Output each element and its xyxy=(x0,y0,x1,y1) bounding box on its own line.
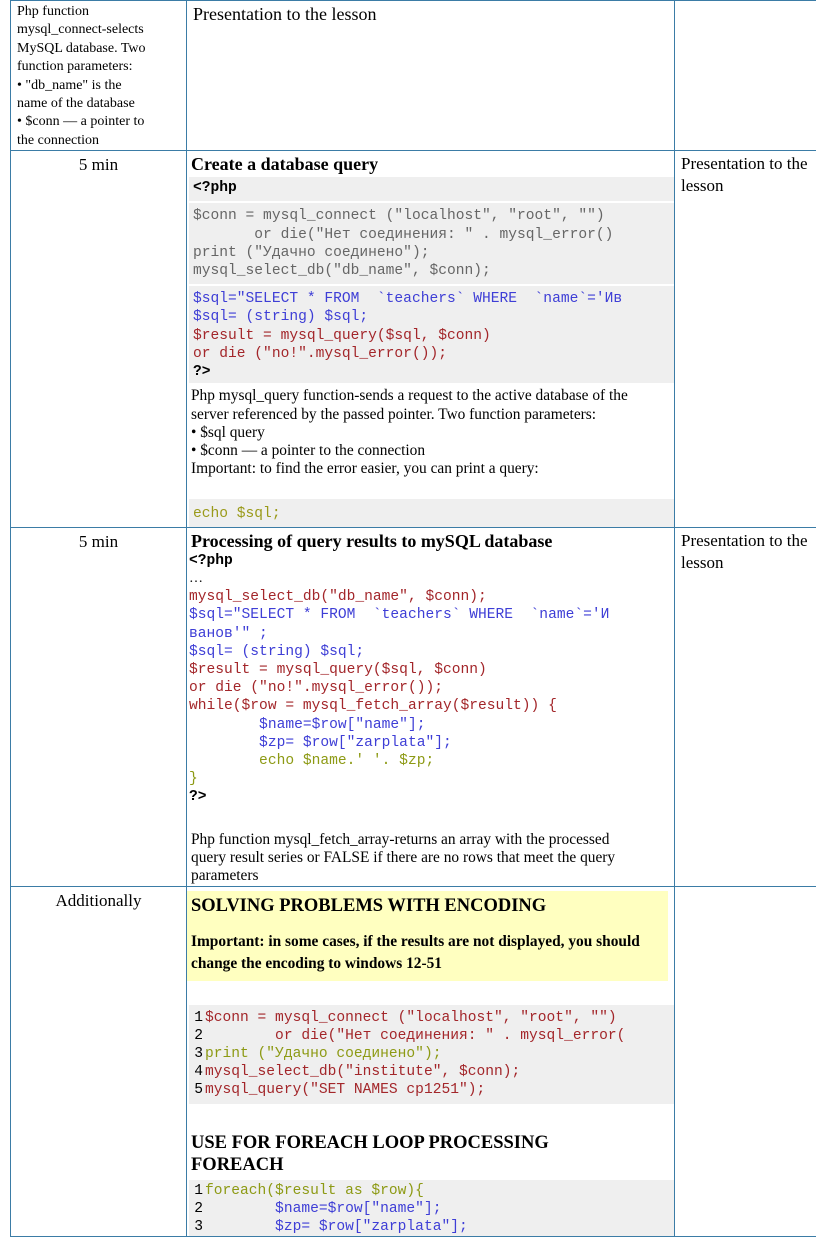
code-line xyxy=(189,1045,674,1063)
row0-description xyxy=(11,1,186,150)
line-number: 2 xyxy=(189,1200,203,1218)
lesson-table xyxy=(10,0,816,1237)
row3-empty-cell xyxy=(675,886,816,1237)
php-open-tag: <?php xyxy=(189,552,674,570)
text-line: function parameters: xyxy=(17,58,182,76)
encoding-title: SOLVING PROBLEMS WITH ENCODING xyxy=(187,895,668,917)
line-number: 5 xyxy=(189,1081,203,1099)
php-open-block xyxy=(189,177,674,201)
code-block-echo xyxy=(189,499,674,527)
encoding-note xyxy=(187,891,668,981)
text-line: • $conn — a pointer to the connection xyxy=(191,442,674,460)
foreach-title: USE FOR FOREACH LOOP PROCESSING FOREACH xyxy=(187,1130,674,1176)
code-line: $result = mysql_query($sql, $conn) xyxy=(193,327,674,345)
row2-presentation-cell xyxy=(675,527,816,886)
code-text: print ("Удачно соединено"); xyxy=(205,1046,441,1062)
code-line: ванов'" ; xyxy=(189,625,674,643)
presentation-link: Presentation to the lesson xyxy=(187,1,674,25)
code-line: $name=$row["name"]; xyxy=(189,716,674,734)
code-block-connect xyxy=(189,203,674,284)
line-number: 4 xyxy=(189,1063,203,1081)
code-line: echo $name.' '. $zp; xyxy=(189,752,674,770)
code-line: mysql_select_db("db_name", $conn); xyxy=(189,588,674,606)
code-text: foreach($result as $row){ xyxy=(205,1183,424,1199)
code-line xyxy=(189,1218,674,1236)
section-title: Create a database query xyxy=(187,151,674,175)
code-line: mysql_select_db("db_name", $conn); xyxy=(193,262,674,280)
section-title: Processing of query results to mySQL database xyxy=(187,528,674,552)
text-line: • $conn — a pointer to xyxy=(17,113,182,131)
line-number: 3 xyxy=(189,1045,203,1063)
line-number: 3 xyxy=(189,1218,203,1236)
code-text: or die("Нет соединения: " . mysql_error( xyxy=(205,1028,625,1044)
table-row xyxy=(11,527,816,886)
code-block-query xyxy=(189,286,674,383)
time-label: 5 min xyxy=(11,151,186,175)
code-line: or die("Нет соединения: " . mysql_error() xyxy=(193,226,674,244)
row3-content-cell xyxy=(187,886,675,1237)
text-line: query result series or FALSE if there are no rows that meet the query xyxy=(191,849,674,867)
code-line: $sql= (string) $sql; xyxy=(189,643,674,661)
table-row xyxy=(11,1,816,151)
code-line: or die ("no!".mysql_error()); xyxy=(189,679,674,697)
code-text: $name=$row["name"]; xyxy=(205,1201,441,1217)
text-line: Php function mysql_fetch_array-returns an array with the processed xyxy=(191,831,674,849)
row0-empty-cell xyxy=(675,1,816,151)
row2-time-cell xyxy=(11,527,187,886)
table-row xyxy=(11,886,816,1237)
row0-description-cell xyxy=(11,1,187,151)
code-line: $result = mysql_query($sql, $conn) xyxy=(189,661,674,679)
text-line: • $sql query xyxy=(191,424,674,442)
text-line: server referenced by the passed pointer. Two function parameters: xyxy=(191,406,674,424)
code-line: or die ("no!".mysql_error()); xyxy=(193,345,674,363)
php-close-tag: ?> xyxy=(193,363,674,381)
code-line: $conn = mysql_connect ("localhost", "root", "") xyxy=(193,207,674,225)
code-block-foreach xyxy=(189,1180,674,1237)
code-block-results xyxy=(187,552,674,807)
code-line: $sql="SELECT * FROM `teachers` WHERE `name`='Ив xyxy=(193,290,674,308)
time-label: 5 min xyxy=(11,528,186,552)
text-line: • "db_name" is the xyxy=(17,77,182,95)
line-number: 1 xyxy=(189,1182,203,1200)
code-line xyxy=(189,1027,674,1045)
code-line: $zp= $row["zarplata"]; xyxy=(189,734,674,752)
presentation-link: Presentation to the lesson xyxy=(675,528,816,574)
code-text: mysql_query("SET NAMES cp1251"); xyxy=(205,1082,485,1098)
ellipsis: … xyxy=(189,570,674,588)
code-text: $zp= $row["zarplata"]; xyxy=(205,1219,468,1235)
code-line xyxy=(189,1063,674,1081)
table-row xyxy=(11,151,816,528)
text-line: mysql_connect-selects xyxy=(17,21,182,39)
code-line xyxy=(189,1200,674,1218)
line-number: 1 xyxy=(189,1009,203,1027)
code-text: $conn = mysql_connect ("localhost", "root", "") xyxy=(205,1010,617,1026)
row3-label-cell xyxy=(11,886,187,1237)
row1-presentation-cell xyxy=(675,151,816,528)
code-line: $sql="SELECT * FROM `teachers` WHERE `name`='И xyxy=(189,606,674,624)
php-open-tag: <?php xyxy=(193,179,674,197)
row0-content-cell xyxy=(187,1,675,151)
presentation-link: Presentation to the lesson xyxy=(675,151,816,197)
row1-time-cell xyxy=(11,151,187,528)
text-line: MySQL database. Two xyxy=(17,40,182,58)
code-line: echo $sql; xyxy=(193,505,674,523)
text-line: name of the database xyxy=(17,95,182,113)
text-line: Php function xyxy=(17,3,182,21)
code-line: print ("Удачно соединено"); xyxy=(193,244,674,262)
code-line: } xyxy=(189,770,674,788)
text-line: Important: to find the error easier, you can print a query: xyxy=(191,460,674,478)
line-number: 2 xyxy=(189,1027,203,1045)
row1-content-cell xyxy=(187,151,675,528)
code-line: while($row = mysql_fetch_array($result)) { xyxy=(189,697,674,715)
php-close-tag: ?> xyxy=(189,788,674,806)
text-line: Php mysql_query function-sends a request to the active database of the xyxy=(191,387,674,405)
code-line xyxy=(189,1182,674,1200)
encoding-subtitle: Important: in some cases, if the results are not displayed, you should change the encoding to windows 12-51 xyxy=(187,917,668,975)
text-line: the connection xyxy=(17,132,182,150)
description xyxy=(187,387,674,478)
additional-label: Additionally xyxy=(11,887,186,911)
code-line xyxy=(189,1009,674,1027)
code-block-encoding xyxy=(189,1005,674,1104)
code-line: $sql= (string) $sql; xyxy=(193,308,674,326)
code-text: mysql_select_db("institute", $conn); xyxy=(205,1064,520,1080)
text-line: parameters xyxy=(191,867,674,885)
code-line xyxy=(189,1081,674,1099)
description xyxy=(187,831,674,886)
row2-content-cell xyxy=(187,527,675,886)
